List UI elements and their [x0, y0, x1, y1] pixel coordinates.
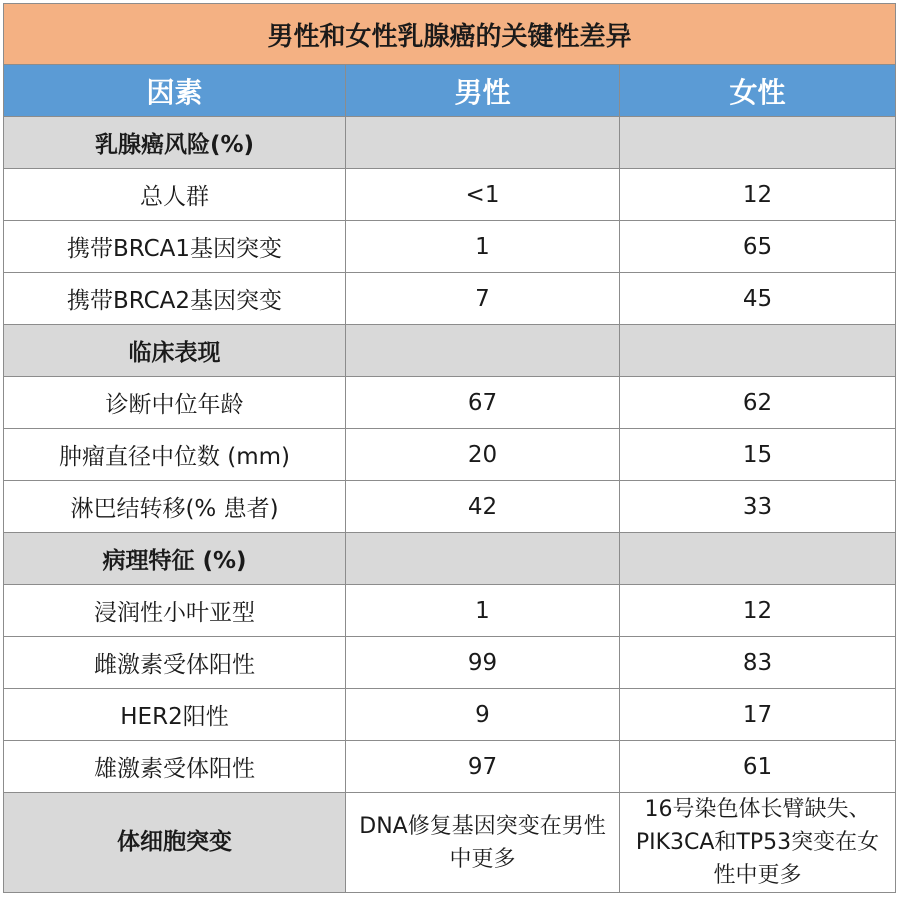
table-row — [4, 741, 896, 793]
female-cell: 17 — [620, 689, 896, 741]
section-label: 临床表现 — [4, 325, 346, 377]
table-row — [4, 429, 896, 481]
female-cell: 16号染色体长臂缺失、PIK3CA和TP53突变在女性中更多 — [620, 793, 896, 893]
factor-cell: 雄激素受体阳性 — [4, 741, 346, 793]
somatic-mutation-row — [4, 793, 896, 893]
factor-cell: 携带BRCA1基因突变 — [4, 221, 346, 273]
table-row — [4, 221, 896, 273]
male-cell: 99 — [346, 637, 620, 689]
factor-cell: 淋巴结转移(% 患者) — [4, 481, 346, 533]
female-cell: 83 — [620, 637, 896, 689]
female-cell: 12 — [620, 169, 896, 221]
factor-cell: 肿瘤直径中位数 (mm) — [4, 429, 346, 481]
section-label: 乳腺癌风险(%) — [4, 117, 346, 169]
table-title: 男性和女性乳腺癌的关键性差异 — [4, 4, 896, 65]
section-label: 体细胞突变 — [4, 793, 346, 893]
factor-cell: 浸润性小叶亚型 — [4, 585, 346, 637]
factor-cell: 携带BRCA2基因突变 — [4, 273, 346, 325]
table-row — [4, 273, 896, 325]
header-female: 女性 — [620, 65, 896, 117]
male-cell: 67 — [346, 377, 620, 429]
female-cell: 15 — [620, 429, 896, 481]
table-row — [4, 637, 896, 689]
comparison-table — [3, 3, 896, 893]
male-cell: 97 — [346, 741, 620, 793]
female-cell: 65 — [620, 221, 896, 273]
male-cell: 7 — [346, 273, 620, 325]
factor-cell: 总人群 — [4, 169, 346, 221]
title-row — [4, 4, 896, 65]
factor-cell: 雌激素受体阳性 — [4, 637, 346, 689]
male-cell: 9 — [346, 689, 620, 741]
section-label: 病理特征 (%) — [4, 533, 346, 585]
table-row — [4, 377, 896, 429]
header-male: 男性 — [346, 65, 620, 117]
table-row — [4, 689, 896, 741]
female-cell: 45 — [620, 273, 896, 325]
section-row — [4, 117, 896, 169]
female-cell: 61 — [620, 741, 896, 793]
male-cell: DNA修复基因突变在男性中更多 — [346, 793, 620, 893]
male-cell: 42 — [346, 481, 620, 533]
table-row — [4, 585, 896, 637]
section-row — [4, 533, 896, 585]
header-factor: 因素 — [4, 65, 346, 117]
female-cell: 12 — [620, 585, 896, 637]
section-row — [4, 325, 896, 377]
factor-cell: 诊断中位年龄 — [4, 377, 346, 429]
table-row — [4, 481, 896, 533]
male-cell: 1 — [346, 585, 620, 637]
header-row — [4, 65, 896, 117]
male-cell: <1 — [346, 169, 620, 221]
female-cell: 62 — [620, 377, 896, 429]
female-cell: 33 — [620, 481, 896, 533]
factor-cell: HER2阳性 — [4, 689, 346, 741]
table-row — [4, 169, 896, 221]
male-cell: 20 — [346, 429, 620, 481]
male-cell: 1 — [346, 221, 620, 273]
